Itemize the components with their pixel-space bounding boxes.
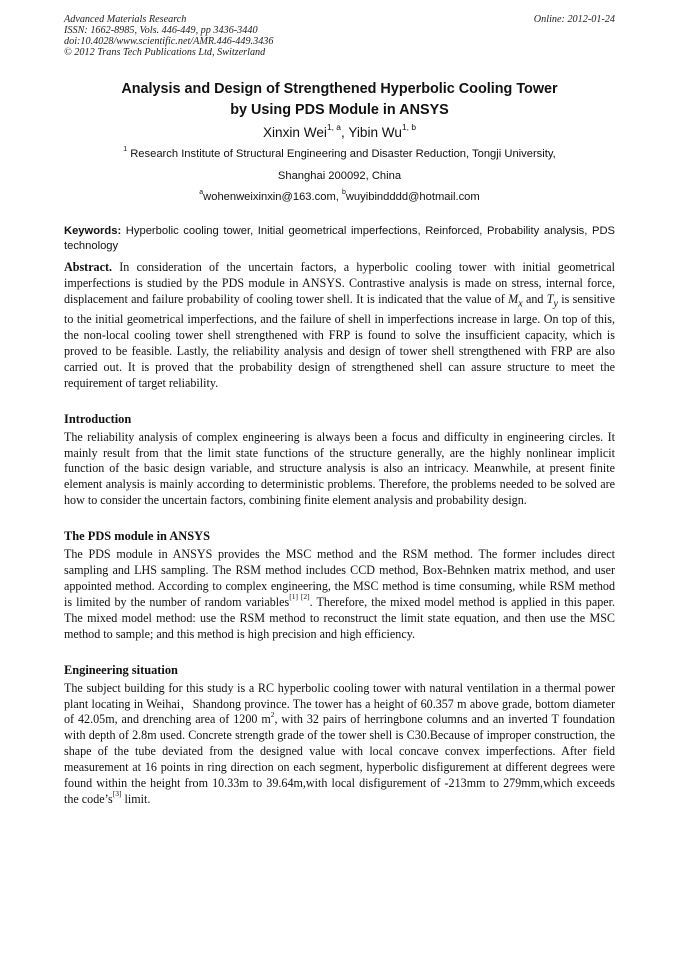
affiliation-line-2: Shanghai 200092, China — [277, 170, 402, 182]
author-superscript: 1, a — [326, 121, 341, 132]
doi-line: doi:10.4028/www.scientific.net/AMR.446-449.3436 — [64, 36, 274, 47]
abstract — [64, 260, 615, 392]
math-subscript: x — [518, 298, 523, 310]
abstract-text: In consideration of the uncertain factors, a hyperbolic cooling tower with initial geometrical imperfections is studied by the PDS module in ANSYS. Contrastive analysis is made on stress, internal force, displacement and failure probability of cooling tower shell. It is indicated that the value of — [64, 260, 615, 306]
author-superscript: 1, b — [401, 121, 417, 132]
email-superscript: b — [341, 188, 346, 196]
paragraph-text: , with 32 pairs of herringbone columns and an inverted T foundation with depth of 2.8m used. Concrete strength grade of the tower shell is C30.Because of improper construction, the shape of the tube deviated from the designed value with local concave convex imperfections. After field measurement at 16 points in ring direction on each segment, hyperbolic disfigurement at different degrees were found within the height from 10.33m to 39.64m,with local disfigurement of -213mm to 279mm,which exceeds the code’s — [64, 712, 615, 806]
title-line-1: Analysis and Design of Strengthened Hyperbolic Cooling Tower — [121, 81, 558, 97]
online-date: Online: 2012-01-24 — [533, 14, 615, 25]
author-separator: , — [341, 125, 349, 140]
citation-ref[interactable]: [1] [2] — [289, 592, 310, 602]
section-heading: The PDS module in ANSYS — [64, 529, 210, 544]
math-subscript: y — [553, 298, 558, 310]
abstract-text: and — [522, 291, 547, 306]
journal-header — [64, 14, 615, 58]
title-line-2: by Using PDS Module in ANSYS — [230, 102, 449, 118]
paragraph-text: The PDS module in ANSYS provides the MSC method and the RSM method. The former includes direct sampling and LHS sampling. The RSM method includes CCD method, Box-Behnken matrix method, and user appointed method. According to complex engineering, the MSC method is time consuming, while RSM method is limited by the number of random variables — [64, 547, 615, 609]
author-name: Yibin Wu — [348, 125, 402, 140]
section-paragraph — [64, 681, 615, 808]
unit-superscript: 2 — [270, 709, 275, 719]
paragraph-text: . Therefore, the mixed model method is applied in this paper. The mixed model method: use the RSM method to reconstruct the limit state equation, and then use the MSC method to sample; and this method is high precision and high efficiency. — [64, 594, 615, 641]
affiliation — [64, 143, 615, 187]
abstract-text: is sensitive to the initial geometrical imperfections, and the failure of shell in imperfections increase in large. On top of this, the non-local cooling tower shell strengthened with FRP is found to solve the insufficient capacity, which is proved to be feasible. Lastly, the reliability analysis and design of tower shell strengthened with FRP are also carried out. It is proved that the probability design of strengthened shell can assure structure to meet the requirement of target reliability. — [64, 291, 615, 390]
author-emails — [64, 189, 615, 205]
email-link[interactable]: wuyibindddd@hotmail.com — [345, 191, 480, 203]
math-symbol: M — [508, 291, 519, 306]
math-symbol: T — [546, 291, 554, 306]
citation-ref[interactable]: [3] — [112, 789, 122, 799]
paragraph-text: The subject building for this study is a RC hyperbolic cooling tower with natural ventilation in a thermal power plant locating in Weihai，Shandong province. The tower has a height of 60.357 m above grade, bottom diameter of 42.05m, and drenching area of 1200 m — [64, 680, 615, 727]
email-superscript: a — [199, 188, 204, 196]
keywords-text: Hyperbolic cooling tower, Initial geometrical imperfections, Reinforced, Probability analysis, PDS technology — [64, 225, 615, 252]
issn-line: ISSN: 1662-8985, Vols. 446-449, pp 3436-3440 — [64, 25, 258, 36]
affiliation-line-1: Research Institute of Structural Engineering and Disaster Reduction, Tongji University, — [127, 148, 556, 160]
author-name: Xinxin Wei — [262, 125, 327, 140]
section-heading: Engineering situation — [64, 662, 178, 677]
abstract-label: Abstract. — [64, 260, 113, 274]
copyright-line: © 2012 Trans Tech Publications Ltd, Switzerland — [64, 47, 266, 58]
author-list — [64, 123, 615, 142]
paper-page — [64, 14, 615, 808]
section-heading: Introduction — [64, 411, 132, 426]
section-paragraph — [64, 547, 615, 642]
paragraph-text: limit. — [121, 791, 151, 806]
journal-name: Advanced Materials Research — [64, 14, 187, 25]
keywords-label: Keywords: — [64, 225, 122, 237]
paper-title — [64, 79, 615, 121]
section-paragraph: The reliability analysis of complex engineering is always been a focus and difficulty in engineering circles. It mainly result from that the limit state functions of the structure generally, are the highly nonlinear implicit function of the basic design variable, and structure analysis is also an intricacy. Meanwhile, at present finite element analysis is mainly according to deterministic problems. Therefore, the problems needed to be solved are how to consider the uncertain factors, combining finite element analysis and probability design. — [64, 429, 615, 508]
keywords — [64, 224, 615, 254]
email-link[interactable]: wohenweixinxin@163.com, — [203, 191, 342, 203]
affiliation-superscript: 1 — [123, 145, 128, 153]
